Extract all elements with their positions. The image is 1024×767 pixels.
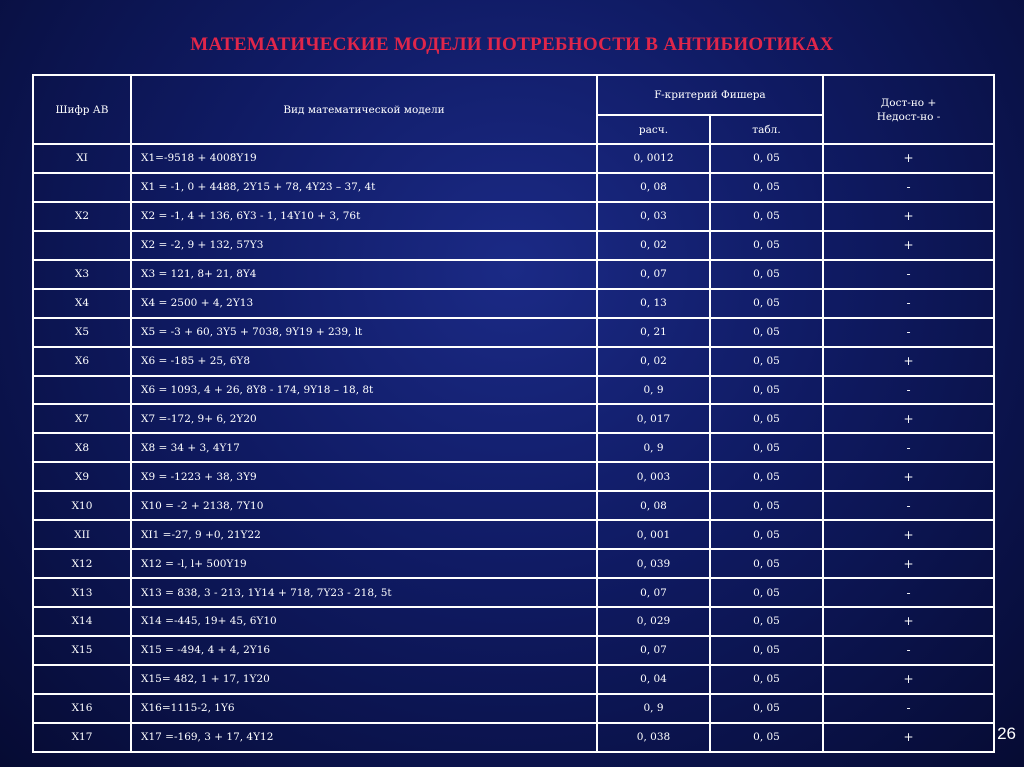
cell-calc: 0, 04 bbox=[597, 665, 710, 694]
cell-code: XI bbox=[33, 144, 131, 173]
cell-calc: 0, 02 bbox=[597, 347, 710, 376]
cell-tabl: 0, 05 bbox=[710, 173, 823, 202]
table-row bbox=[33, 607, 994, 636]
cell-model: X2 = -2, 9 + 132, 57Y3 bbox=[131, 231, 597, 260]
table-row bbox=[33, 289, 994, 318]
cell-calc: 0, 08 bbox=[597, 491, 710, 520]
cell-model: X15= 482, 1 + 17, 1Y20 bbox=[131, 665, 597, 694]
table-row bbox=[33, 231, 994, 260]
table-row bbox=[33, 376, 994, 405]
cell-tabl: 0, 05 bbox=[710, 260, 823, 289]
header-code: Шифр АВ bbox=[33, 75, 131, 144]
cell-tabl: 0, 05 bbox=[710, 231, 823, 260]
header-significance-line1: Дост-но + bbox=[880, 96, 937, 109]
cell-significance: - bbox=[823, 260, 994, 289]
cell-code: X5 bbox=[33, 318, 131, 347]
cell-calc: 0, 9 bbox=[597, 433, 710, 462]
cell-tabl: 0, 05 bbox=[710, 347, 823, 376]
cell-code: X15 bbox=[33, 636, 131, 665]
cell-model: X5 = -3 + 60, 3Y5 + 7038, 9Y19 + 239, lt bbox=[131, 318, 597, 347]
cell-calc: 0, 001 bbox=[597, 520, 710, 549]
cell-tabl: 0, 05 bbox=[710, 549, 823, 578]
cell-code: XII bbox=[33, 520, 131, 549]
cell-tabl: 0, 05 bbox=[710, 376, 823, 405]
table-row bbox=[33, 144, 994, 173]
cell-calc: 0, 21 bbox=[597, 318, 710, 347]
table-row bbox=[33, 462, 994, 491]
table-row bbox=[33, 578, 994, 607]
cell-significance: - bbox=[823, 433, 994, 462]
cell-tabl: 0, 05 bbox=[710, 318, 823, 347]
cell-calc: 0, 13 bbox=[597, 289, 710, 318]
cell-significance: + bbox=[823, 231, 994, 260]
table-row bbox=[33, 549, 994, 578]
cell-code: X3 bbox=[33, 260, 131, 289]
cell-code: X10 bbox=[33, 491, 131, 520]
cell-code bbox=[33, 173, 131, 202]
cell-code: X12 bbox=[33, 549, 131, 578]
cell-significance: + bbox=[823, 665, 994, 694]
cell-code: X13 bbox=[33, 578, 131, 607]
cell-model: X1 = -1, 0 + 4488, 2Y15 + 78, 4Y23 – 37, 4t bbox=[131, 173, 597, 202]
cell-significance: + bbox=[823, 462, 994, 491]
cell-tabl: 0, 05 bbox=[710, 202, 823, 231]
antibiotic-models-table bbox=[32, 74, 995, 753]
cell-calc: 0, 0012 bbox=[597, 144, 710, 173]
cell-code: X16 bbox=[33, 694, 131, 723]
cell-model: X3 = 121, 8+ 21, 8Y4 bbox=[131, 260, 597, 289]
cell-calc: 0, 07 bbox=[597, 578, 710, 607]
cell-model: X17 =-169, 3 + 17, 4Y12 bbox=[131, 723, 597, 752]
cell-code: X6 bbox=[33, 347, 131, 376]
cell-significance: + bbox=[823, 404, 994, 433]
table-row bbox=[33, 433, 994, 462]
cell-code: X4 bbox=[33, 289, 131, 318]
table-row bbox=[33, 694, 994, 723]
cell-calc: 0, 07 bbox=[597, 636, 710, 665]
cell-significance: - bbox=[823, 491, 994, 520]
cell-model: X6 = 1093, 4 + 26, 8Y8 - 174, 9Y18 – 18, 8t bbox=[131, 376, 597, 405]
cell-model: X1=-9518 + 4008Y19 bbox=[131, 144, 597, 173]
cell-significance: - bbox=[823, 289, 994, 318]
cell-model: X6 = -185 + 25, 6Y8 bbox=[131, 347, 597, 376]
cell-significance: - bbox=[823, 636, 994, 665]
cell-tabl: 0, 05 bbox=[710, 578, 823, 607]
cell-significance: - bbox=[823, 376, 994, 405]
cell-calc: 0, 003 bbox=[597, 462, 710, 491]
cell-calc: 0, 03 bbox=[597, 202, 710, 231]
slide-title: МАТЕМАТИЧЕСКИЕ МОДЕЛИ ПОТРЕБНОСТИ В АНТИБИОТИКАХ bbox=[190, 34, 834, 55]
cell-code: X2 bbox=[33, 202, 131, 231]
table-row bbox=[33, 491, 994, 520]
cell-model: X2 = -1, 4 + 136, 6Y3 - 1, 14Y10 + 3, 76t bbox=[131, 202, 597, 231]
cell-model: X13 = 838, 3 - 213, 1Y14 + 718, 7Y23 - 218, 5t bbox=[131, 578, 597, 607]
cell-tabl: 0, 05 bbox=[710, 607, 823, 636]
header-tabl: табл. bbox=[710, 115, 823, 144]
cell-tabl: 0, 05 bbox=[710, 665, 823, 694]
cell-calc: 0, 02 bbox=[597, 231, 710, 260]
cell-code: X14 bbox=[33, 607, 131, 636]
cell-code: X17 bbox=[33, 723, 131, 752]
cell-significance: + bbox=[823, 607, 994, 636]
table-row bbox=[33, 347, 994, 376]
table-body bbox=[33, 144, 994, 752]
table-row bbox=[33, 404, 994, 433]
cell-model: XI1 =-27, 9 +0, 21Y22 bbox=[131, 520, 597, 549]
cell-calc: 0, 039 bbox=[597, 549, 710, 578]
cell-significance: + bbox=[823, 723, 994, 752]
header-calc: расч. bbox=[597, 115, 710, 144]
cell-calc: 0, 08 bbox=[597, 173, 710, 202]
cell-model: X4 = 2500 + 4, 2Y13 bbox=[131, 289, 597, 318]
cell-significance: - bbox=[823, 694, 994, 723]
cell-code bbox=[33, 231, 131, 260]
table-row bbox=[33, 520, 994, 549]
table-row bbox=[33, 173, 994, 202]
cell-significance: + bbox=[823, 202, 994, 231]
cell-tabl: 0, 05 bbox=[710, 144, 823, 173]
header-significance bbox=[823, 75, 994, 144]
cell-significance: - bbox=[823, 173, 994, 202]
cell-tabl: 0, 05 bbox=[710, 404, 823, 433]
cell-significance: + bbox=[823, 520, 994, 549]
table-row bbox=[33, 636, 994, 665]
cell-model: X10 = -2 + 2138, 7Y10 bbox=[131, 491, 597, 520]
cell-calc: 0, 017 bbox=[597, 404, 710, 433]
cell-tabl: 0, 05 bbox=[710, 694, 823, 723]
table-row bbox=[33, 202, 994, 231]
cell-code: X8 bbox=[33, 433, 131, 462]
cell-model: X12 = -l, l+ 500Y19 bbox=[131, 549, 597, 578]
cell-calc: 0, 038 bbox=[597, 723, 710, 752]
header-fisher: F-критерий Фишера bbox=[597, 75, 823, 115]
cell-significance: + bbox=[823, 144, 994, 173]
cell-code: X7 bbox=[33, 404, 131, 433]
cell-calc: 0, 9 bbox=[597, 694, 710, 723]
page-number: 26 bbox=[997, 724, 1016, 743]
cell-calc: 0, 07 bbox=[597, 260, 710, 289]
cell-tabl: 0, 05 bbox=[710, 289, 823, 318]
table-row bbox=[33, 723, 994, 752]
cell-model: X9 = -1223 + 38, 3Y9 bbox=[131, 462, 597, 491]
cell-tabl: 0, 05 bbox=[710, 520, 823, 549]
header-model: Вид математической модели bbox=[131, 75, 597, 144]
table-row bbox=[33, 665, 994, 694]
cell-model: X15 = -494, 4 + 4, 2Y16 bbox=[131, 636, 597, 665]
cell-significance: - bbox=[823, 578, 994, 607]
cell-code bbox=[33, 376, 131, 405]
cell-model: X7 =-172, 9+ 6, 2Y20 bbox=[131, 404, 597, 433]
cell-calc: 0, 9 bbox=[597, 376, 710, 405]
cell-code: X9 bbox=[33, 462, 131, 491]
cell-tabl: 0, 05 bbox=[710, 723, 823, 752]
cell-model: X16=1115-2, 1Y6 bbox=[131, 694, 597, 723]
cell-significance: - bbox=[823, 318, 994, 347]
cell-significance: + bbox=[823, 549, 994, 578]
cell-tabl: 0, 05 bbox=[710, 636, 823, 665]
cell-tabl: 0, 05 bbox=[710, 491, 823, 520]
table-row bbox=[33, 318, 994, 347]
header-significance-line2: Недост-но - bbox=[876, 110, 941, 123]
cell-code bbox=[33, 665, 131, 694]
cell-significance: + bbox=[823, 347, 994, 376]
cell-calc: 0, 029 bbox=[597, 607, 710, 636]
cell-model: X14 =-445, 19+ 45, 6Y10 bbox=[131, 607, 597, 636]
cell-model: X8 = 34 + 3, 4Y17 bbox=[131, 433, 597, 462]
cell-tabl: 0, 05 bbox=[710, 462, 823, 491]
table-row bbox=[33, 260, 994, 289]
cell-tabl: 0, 05 bbox=[710, 433, 823, 462]
